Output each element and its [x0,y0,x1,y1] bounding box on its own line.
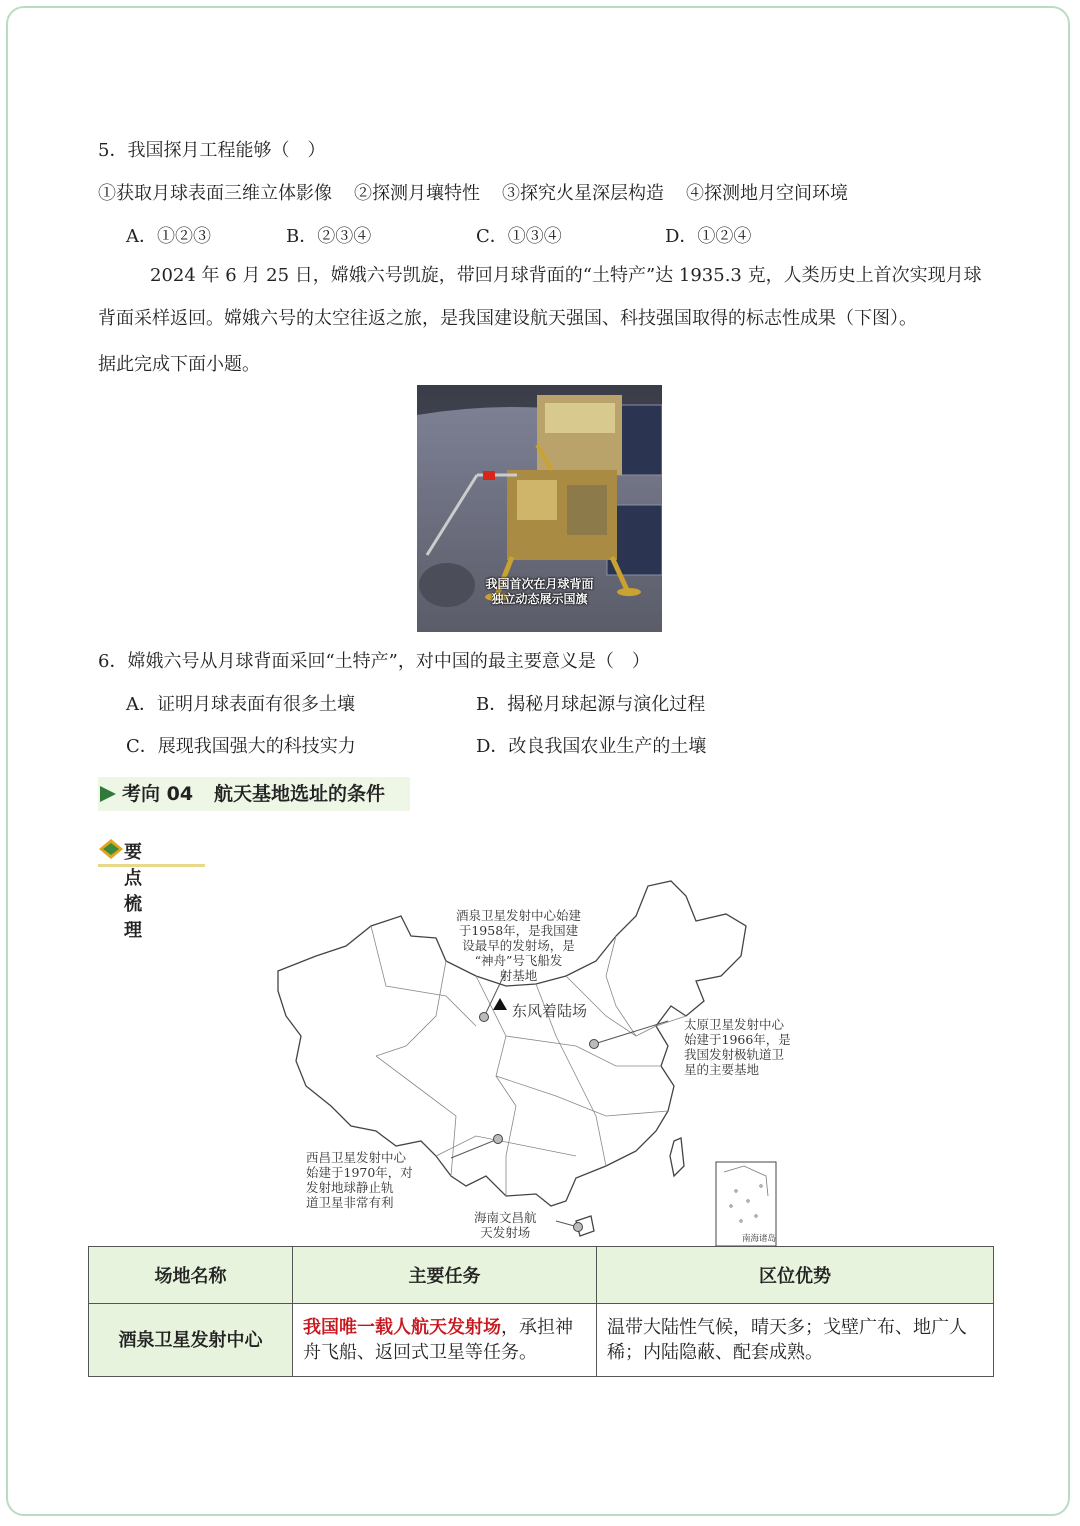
jiuquan-note: 酒泉卫星发射中心始建 于1958年，是我国建 设最早的发射场，是 “神舟”号飞船发 射基地 [456,908,582,983]
dongfeng-landing-label: 东风着陆场 [512,1002,588,1020]
q6-stem: 6．嫦娥六号从月球背面采回“土特产”，对中国的最主要意义是（ ） [98,651,650,672]
passage-text: 2024 年 6 月 25 日，嫦娥六号凯旋，带回月球背面的“土特产”达 1935.3 克，人类历史上首次实现月球背面采样返回。嫦娥六号的太空往返之旅，是我国建设航天强国、科技强国取得的标志性成果（下图）。 [98,265,982,329]
q5-option-d[interactable]: D．①②④ [665,226,752,247]
cell-site-name: 酒泉卫星发射中心 [89,1304,293,1377]
q5-option-c[interactable]: C．①③④ [476,226,562,247]
china-launch-sites-map [276,876,806,1248]
q5-item-3: ③探究火星深层构造 [502,183,664,204]
south-china-sea-label: 南海诸岛 [742,1234,777,1244]
q6-option-d[interactable]: D．改良我国农业生产的土壤 [476,736,707,757]
launch-site-table [88,1246,994,1377]
play-arrow-icon [98,784,118,804]
task-rest: ，承担神舟飞船、返回式卫星等任务。 [303,1317,573,1363]
header-main-task: 主要任务 [293,1247,597,1304]
q5-items [98,179,848,205]
section-prefix: 考向 04 [122,783,194,805]
photo-caption-line1: 我国首次在月球背面 [485,577,594,591]
q5-item-1: ①获取月球表面三维立体影像 [98,183,332,204]
cell-location-advantage: 温带大陆性气候，晴天多；戈壁广布、地广人稀；内陆隐蔽、配套成熟。 [597,1304,994,1377]
section-heading [98,777,410,811]
taiyuan-note: 太原卫星发射中心 始建于1966年，是 我国发射极轨道卫 星的主要基地 [684,1017,791,1077]
subsection-underline [98,864,205,867]
diamond-icon [98,838,124,860]
table-header-row [89,1247,994,1304]
task-highlight: 我国唯一载人航天发射场 [303,1317,501,1338]
subsection-title: 要点梳理 [124,842,142,941]
xichang-note: 西昌卫星发射中心 始建于1970年，对 发射地球静止轨 道卫星非常有利 [306,1150,413,1210]
q5-item-2: ②探测月壤特性 [354,183,480,204]
q5-option-a[interactable]: A．①②③ [126,226,211,247]
passage-tail: 据此完成下面小题。 [98,354,260,375]
section-title: 航天基地选址的条件 [214,783,386,805]
header-site-name: 场地名称 [89,1247,293,1304]
cell-main-task [293,1304,597,1377]
q5-option-b[interactable]: B．②③④ [286,226,372,247]
photo-caption-line2: 独立动态展示国旗 [491,592,588,606]
q6-option-c[interactable]: C．展现我国强大的科技实力 [126,736,356,757]
q5-item-4: ④探测地月空间环境 [686,183,848,204]
wenchang-note: 海南文昌航 天发射场 [474,1210,537,1240]
table-row [89,1304,994,1377]
header-location-advantage: 区位优势 [597,1247,994,1304]
q5-stem: 5．我国探月工程能够（ ） [98,140,326,161]
change6-lander-photo [417,385,662,632]
q6-option-a[interactable]: A．证明月球表面有很多土壤 [126,694,355,715]
q6-option-b[interactable]: B．揭秘月球起源与演化过程 [476,694,706,715]
